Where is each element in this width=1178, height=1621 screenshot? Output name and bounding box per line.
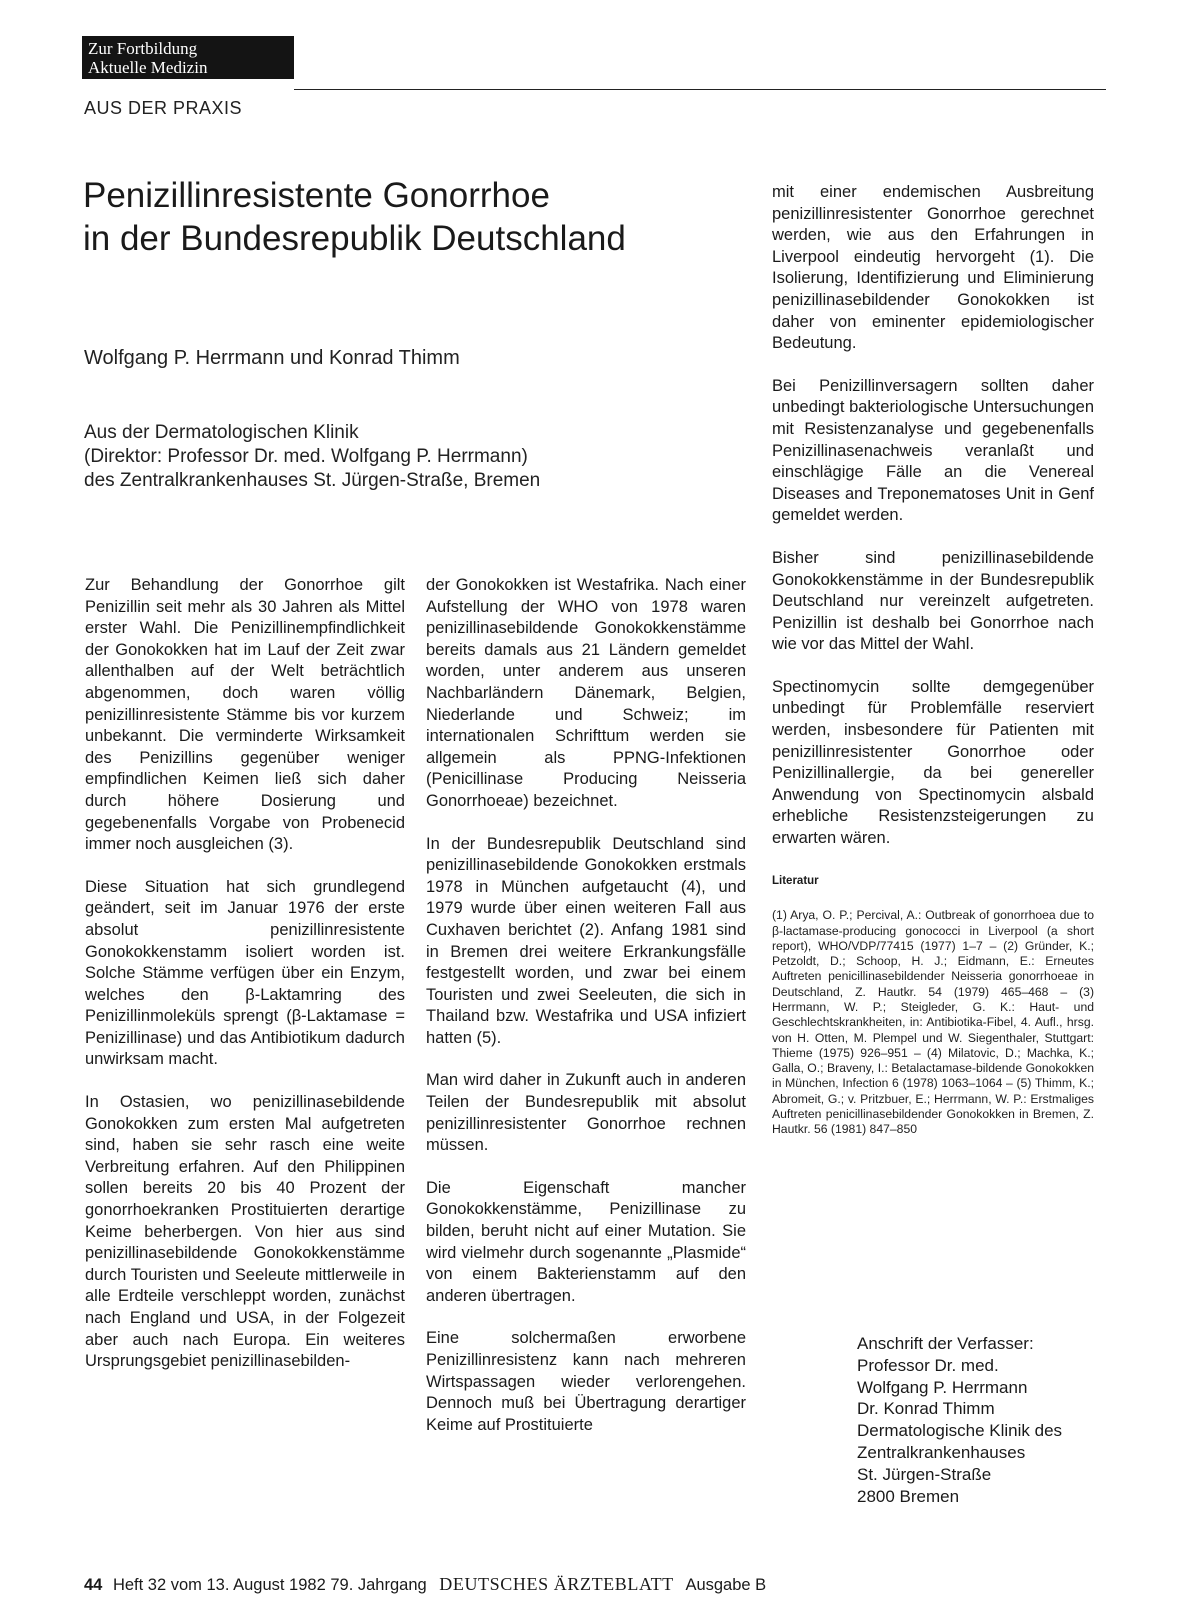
address-line: Dr. Konrad Thimm: [857, 1399, 995, 1419]
issue-info: Heft 32 vom 13. August 1982 79. Jahrgang: [112, 1576, 427, 1594]
page-footer: [84, 1574, 766, 1595]
paragraph: Bei Penizillinversagern sollten daher unbedingt bakteriologische Untersuchungen mit Resistenzanalyse und gegebenenfalls Penizillinasenachweis veranlaßt und einschlägige Fälle an die Venereal Diseases and Treponematoses Unit in Genf gemeldet werden.: [772, 376, 1094, 525]
body-column-1: [85, 575, 405, 1394]
kicker-box: [82, 36, 294, 79]
paragraph: Diese Situation hat sich grundlegend geändert, seit im Januar 1976 der erste absolut penizillinresistente Gonokokkenstamm isoliert worden ist. Solche Stämme verfügen über ein Enzym, welches den β-Laktamring des Penizillinmoleküls sprengt (β-Laktamase = Penizillinase) und das Antibiotikum dadurch unwirksam macht.: [85, 877, 405, 1069]
paragraph: Man wird daher in Zukunft auch in anderen Teilen der Bundesrepublik mit absolut penizillinresistenter Gonorrhoe rechnen müssen.: [426, 1071, 746, 1155]
address-line: Zentralkrankenhauses: [857, 1442, 1026, 1462]
affiliation-line-3: des Zentralkrankenhauses St. Jürgen-Straße, Bremen: [84, 470, 541, 491]
address-line: Dermatologische Klinik des: [857, 1421, 1063, 1441]
address-line: Wolfgang P. Herrmann: [857, 1377, 1028, 1397]
affiliation-line-1: Aus der Dermatologischen Klinik: [84, 422, 359, 443]
address-line: 2800 Bremen: [857, 1486, 960, 1506]
article-authors: Wolfgang P. Herrmann und Konrad Thimm: [84, 347, 460, 369]
affiliation-line-2: (Direktor: Professor Dr. med. Wolfgang P. Herrmann): [84, 446, 528, 467]
section-label: AUS DER PRAXIS: [84, 98, 243, 118]
article-title: [83, 174, 763, 260]
paragraph: Bisher sind penizillinasebildende Gonokokkenstämme in der Bundesrepublik Deutschland nur vereinzelt aufgetreten. Penizillin ist deshalb bei Gonorrhoe nach wie vor das Mittel der Wahl.: [772, 548, 1094, 654]
paragraph: In Ostasien, wo penizillinasebildende Gonokokken zum ersten Mal aufgetreten sind, haben sie sehr rasch eine weite Verbreitung erfahren. Auf den Philippinen sollen bereits 20 bis 40 Prozent der gonorrhoekranken Prostituierten derartige Keime beherbergen. Von hier aus sind penizillinasebildende Gonokokkenstämme durch Touristen und Seeleute mittlerweile in alle Erdteile verschleppt worden, zunächst nach England und USA, in der Folgezeit aber auch nach Europa. Ein weiteres Ursprungsgebiet penizillinasebilden-: [85, 1093, 405, 1371]
literature-heading: Literatur: [772, 874, 819, 887]
journal-name: DEUTSCHES ÄRZTEBLATT: [439, 1574, 674, 1594]
body-column-3: [772, 182, 1094, 1138]
author-address: [857, 1333, 1062, 1507]
affiliation: [84, 421, 540, 493]
kicker-line-2: Aktuelle Medizin: [88, 58, 208, 77]
address-line: Professor Dr. med.: [857, 1355, 999, 1375]
edition-label: Ausgabe B: [685, 1576, 767, 1594]
address-line: St. Jürgen-Straße: [857, 1464, 992, 1484]
title-line-1: Penizillinresistente Gonorrhoe: [83, 176, 550, 215]
title-line-2: in der Bundesrepublik Deutschland: [83, 219, 626, 258]
paragraph: mit einer endemischen Ausbreitung penizillinresistenter Gonorrhoe gerechnet werden, wie aus den Erfahrungen in Liverpool eindeutig hervorgeht (1). Die Isolierung, Identifizierung und Eliminierung penizillinasebildender Gonokokken ist daher von eminenter epidemiologischer Bedeutung.: [772, 183, 1094, 353]
literature-references: (1) Arya, O. P.; Percival, A.: Outbreak of gonorrhoea due to β-lactamase-producing gonococci in Liverpool (a short report), WHO/VDP/77415 (1977) 1–7 – (2) Gründer, K.; Petzoldt, D.; Schoop, H. J.; Eidmann, E.: Erneutes Auftreten penicillinasebildender Neisseria gonorrhoeae in Deutschland, Z. Hautkr. 54 (1979) 465–468 – (3) Herrmann, W. P.; Steigleder, G. K.: Haut- und Geschlechtskrankheiten, in: Antibiotika-Fibel, 4. Aufl., hrsg. von H. Otten, M. Plempel und W. Siegenthaler, Stuttgart: Thieme (1975) 926–951 – (4) Milatovic, D.; Machka, K.; Galla, O.; Braveny, I.: Betalactamase-bildende Gonokokken in München, Infection 6 (1978) 1063–1064 – (5) Thimm, K.; Abromeit, G.; v. Pritzbuer, E.; Herrmann, W. P.: Erstmaliges Auftreten penicillinasebildender Gonokokken in Bremen, Z. Hautkr. 56 (1981) 847–850: [772, 908, 1094, 1137]
paragraph: der Gonokokken ist Westafrika. Nach einer Aufstellung der WHO von 1978 waren penizillinasebildende Gonokokkenstämme bereits damals aus 21 Ländern gemeldet worden, unter anderem aus unseren Nachbarländern Dänemark, Belgien, Niederlande und Schweiz; im internationalen Schrifttum werden sie allgemein als PPNG-Infektionen (Penicillinase Producing Neisseria Gonorrhoeae) bezeichnet.: [426, 576, 746, 810]
paragraph: Spectinomycin sollte demgegenüber unbedingt für Problemfälle reserviert werden, insbesondere für Patienten mit penizillinresistenter Gonorrhoe oder Penizillinallergie, da bei genereller Anwendung von Spectinomycin alsbald erhebliche Resistenzsteigerungen zu erwarten wären.: [772, 677, 1094, 848]
paragraph: Zur Behandlung der Gonorrhoe gilt Penizillin seit mehr als 30 Jahren als Mittel erster Wahl. Die Penizillinempfindlichkeit der Gonokokken hat im Lauf der Zeit zwar allenthalben auf der Welt beträchtlich abgenommen, doch waren völlig penizillinresistente Stämme bis vor kurzem unbekannt. Die verminderte Wirksamkeit des Penizillins gegenüber weniger empfindlichen Keimen ließ sich daher durch höhere Dosierung und gegebenenfalls Vorgabe von Probenecid immer noch ausgleichen (3).: [85, 576, 405, 854]
page-number: 44: [84, 1576, 103, 1594]
body-column-2: [426, 575, 746, 1457]
address-line: Anschrift der Verfasser:: [857, 1334, 1034, 1353]
paragraph: Eine solchermaßen erworbene Penizillinresistenz kann nach mehreren Wirtspassagen wieder verlorengehen. Dennoch muß bei Übertragung derartiger Keime auf Prostituierte: [426, 1329, 746, 1434]
header-rule: [294, 89, 1106, 90]
kicker-line-1: Zur Fortbildung: [88, 39, 198, 58]
paragraph: In der Bundesrepublik Deutschland sind penizillinasebildende Gonokokken erstmals 1978 in München aufgetaucht (4), und 1979 wurde über einen weiteren Fall aus Cuxhaven berichtet (2). Anfang 1981 sind in Bremen drei weitere Erkrankungsfälle festgestellt worden, und zwar bei einem Touristen und zwei Seeleuten, die sich in Thailand bzw. Westafrika und USA infiziert hatten (5).: [426, 834, 746, 1047]
paragraph: Die Eigenschaft mancher Gonokokkenstämme, Penizillinase zu bilden, beruht nicht auf einer Mutation. Sie wird vielmehr durch sogenannte „Plasmide“ von einem Bakterienstamm auf den anderen übertragen.: [426, 1178, 746, 1305]
